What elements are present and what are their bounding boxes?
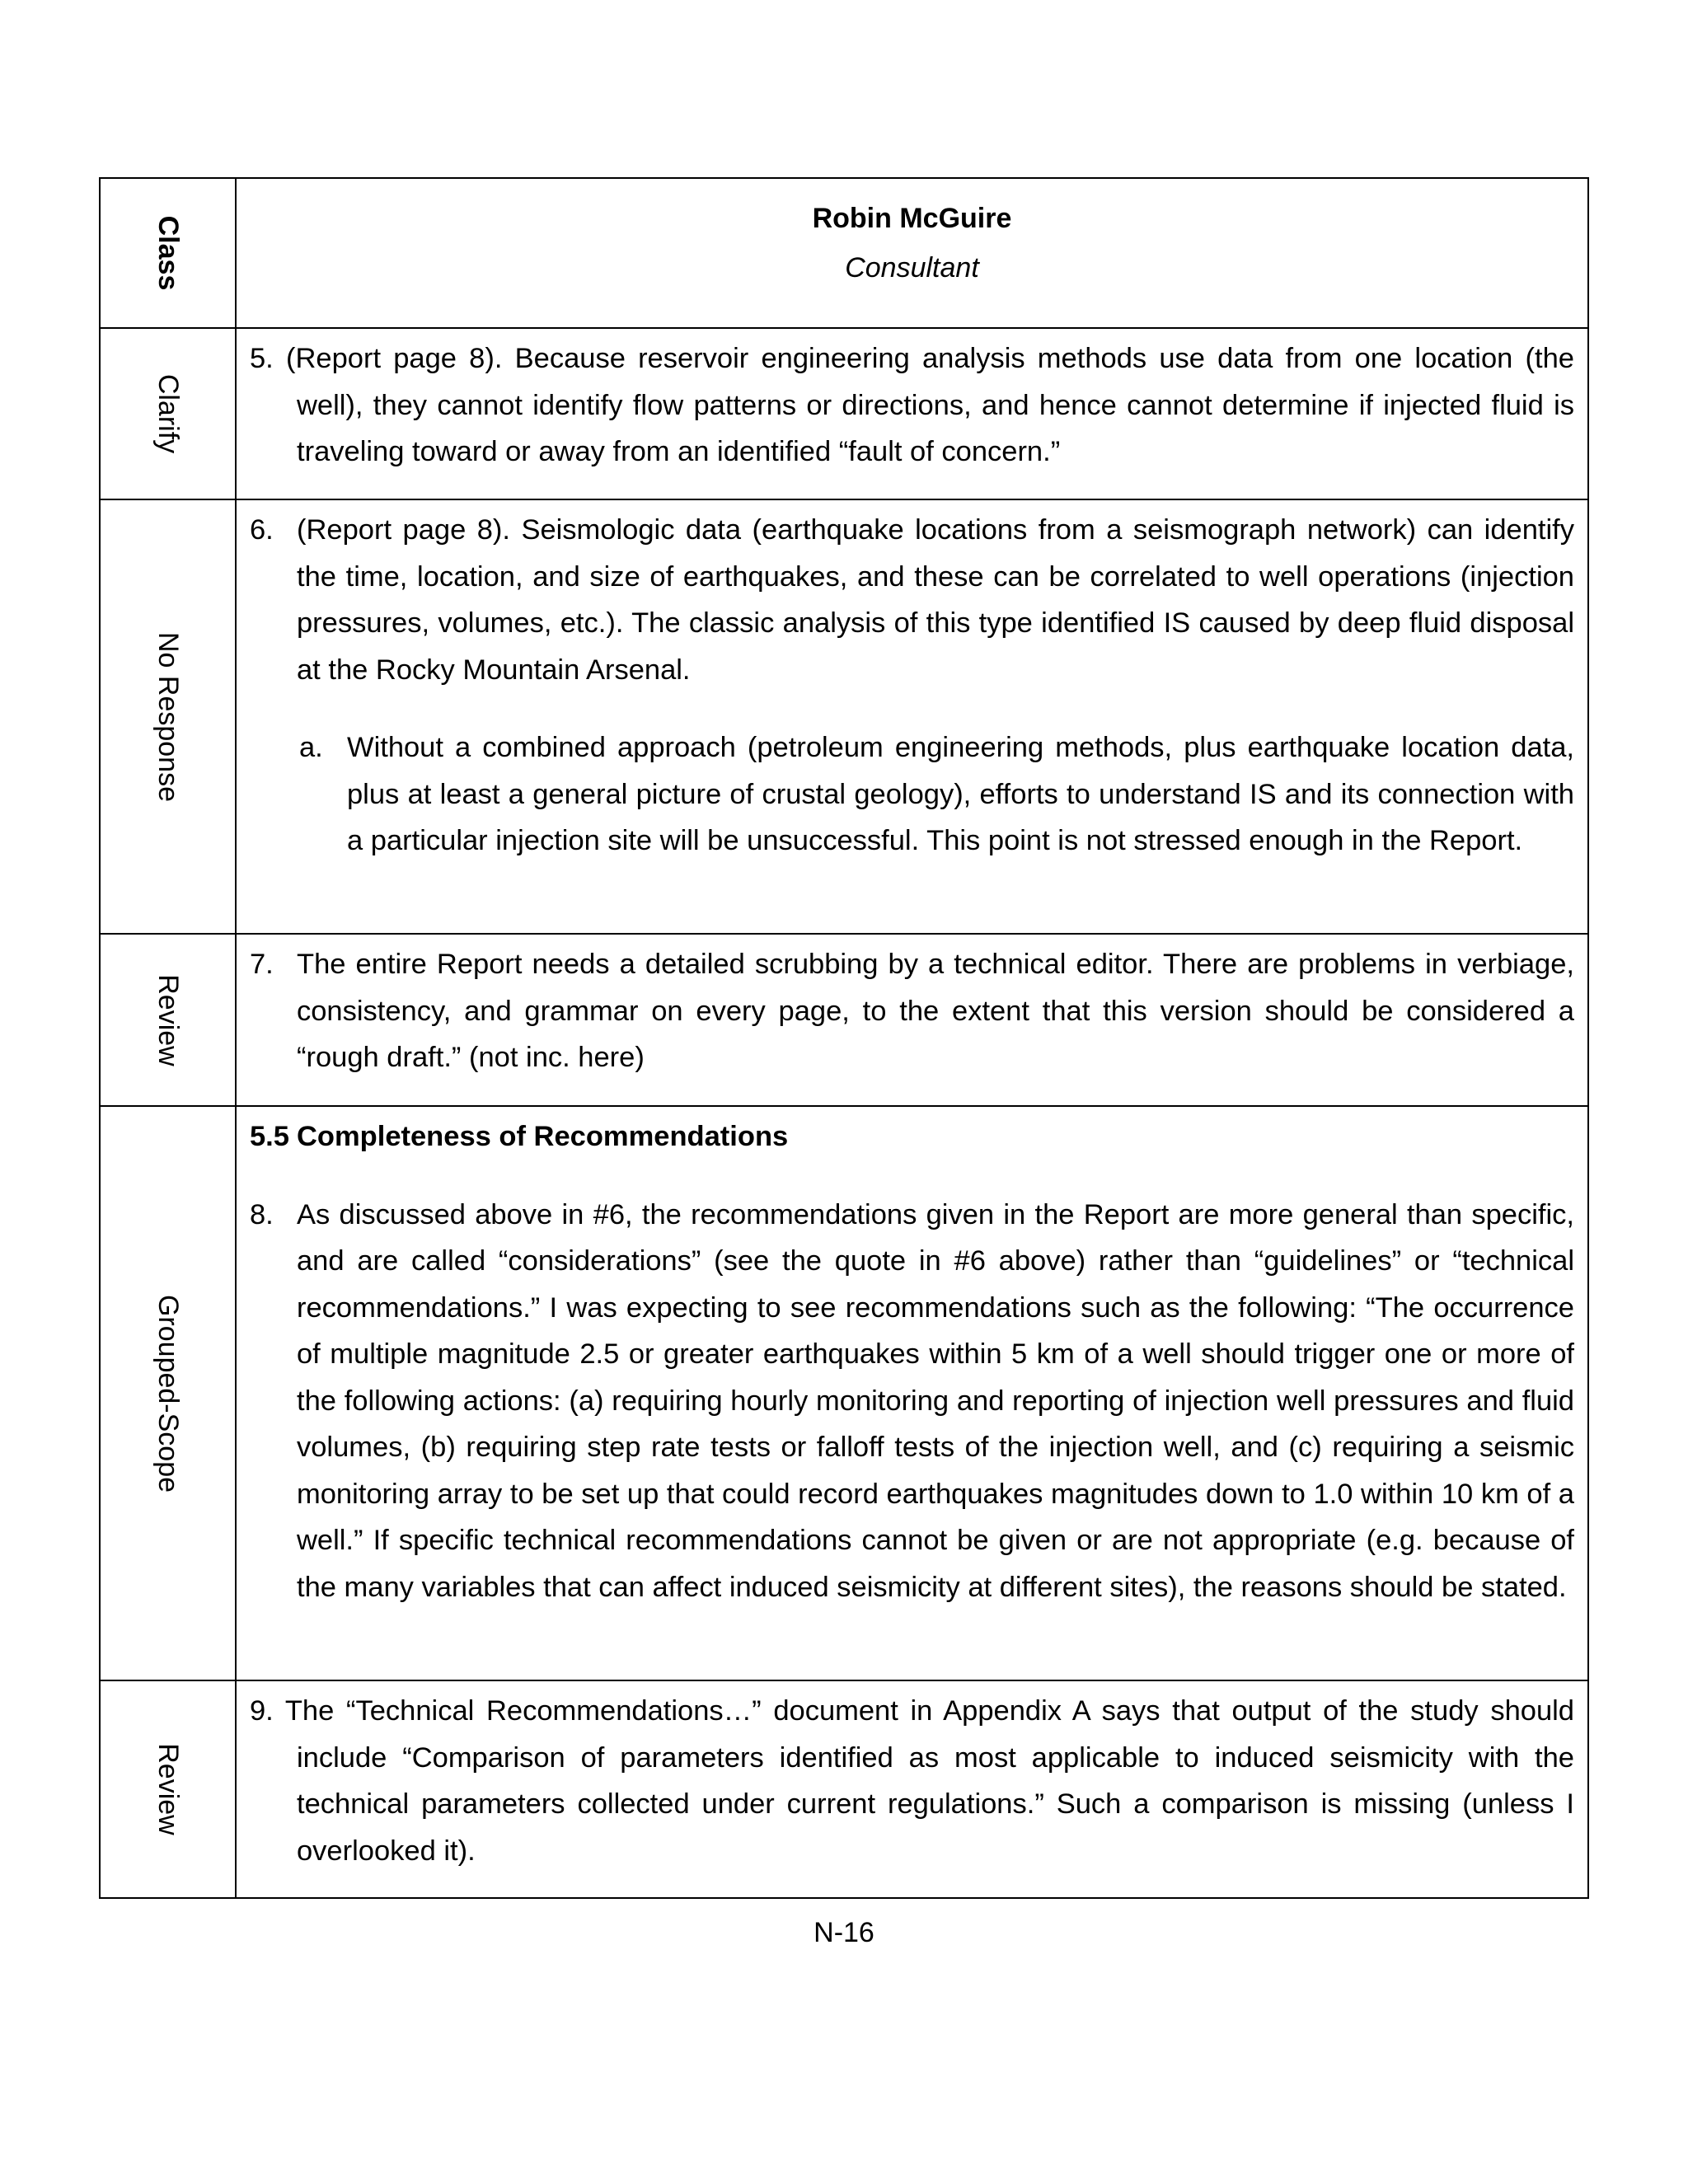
class-label: Review — [152, 1743, 184, 1835]
comment-item — [250, 507, 1574, 693]
comment-cell — [236, 328, 1588, 499]
comment-number: 7. — [250, 949, 274, 980]
comment-row-7 — [100, 934, 1588, 1106]
comment-number: 9. — [250, 1695, 274, 1727]
comment-cell — [236, 1106, 1588, 1680]
class-label: Clarify — [152, 373, 184, 454]
comment-cell — [236, 499, 1588, 934]
class-column-label: Class — [152, 215, 184, 291]
comment-item — [250, 1192, 1574, 1611]
comment-row-9 — [100, 1680, 1588, 1898]
comment-cell — [236, 934, 1588, 1106]
comment-row-8 — [100, 1106, 1588, 1680]
comment-cell — [236, 1680, 1588, 1898]
reviewer-role: Consultant — [845, 252, 979, 284]
page-number: N-16 — [814, 1917, 874, 1948]
class-cell — [100, 934, 236, 1106]
comment-number: 5. — [250, 343, 274, 374]
class-label: No Response — [152, 631, 184, 802]
class-cell — [100, 499, 236, 934]
comment-item — [250, 941, 1574, 1081]
class-header-cell — [100, 178, 236, 328]
subitem-letter: a. — [299, 732, 323, 763]
header-row — [100, 178, 1588, 328]
reviewer-name: Robin McGuire — [812, 203, 1012, 234]
section-heading — [250, 1113, 1574, 1160]
comment-item — [250, 1688, 1574, 1874]
reviewer-header-cell — [236, 178, 1588, 328]
comment-text: (Report page 8). Seismologic data (earthquake locations from a seismograph network) can identify the time, location, and size of earthquakes, and these can be correlated to well operations (injection pressures, volumes, etc.). The classic analysis of this type identified IS caused by deep fluid disposal at the Rocky Mountain Arsenal. — [297, 514, 1574, 686]
comment-text: The “Technical Recommendations…” document in Appendix A says that output of the study should include “Comparison of parameters identified as most applicable to induced seismicity with the technical parameters collected under current regulations.” Such a comparison is missing (unless I overlooked it). — [284, 1695, 1574, 1867]
comment-row-6 — [100, 499, 1588, 934]
comment-item — [250, 335, 1574, 476]
comment-text: As discussed above in #6, the recommendations given in the Report are more general than specific, and are called “considerations” (see the quote in #6 above) rather than “guidelines” or “technical recommendations.” I was expecting to see recommendations such as the following: “The occurrence of multiple magnitude 2.5 or greater earthquakes within 5 km of a well should trigger one or more of the following actions: (a) requiring hourly monitoring and reporting of injection well pressures and fluid volumes, (b) requiring step rate tests or falloff tests of the injection well, and (c) requiring a seismic monitoring array to be set up that could record earthquakes magnitudes down to 1.0 within 10 km of a well.” If specific technical recommendations cannot be given or are not appropriate (e.g. because of the many variables that can affect induced seismicity at different sites), the reasons should be stated. — [297, 1198, 1574, 1603]
review-comments-table — [99, 177, 1589, 1899]
section-title: Completeness of Recommendations — [297, 1121, 789, 1152]
comment-number: 8. — [250, 1198, 274, 1230]
class-cell — [100, 1106, 236, 1680]
comment-row-5 — [100, 328, 1588, 499]
class-cell — [100, 328, 236, 499]
comment-text: (Report page 8). Because reservoir engineering analysis methods use data from one location (the well), they cannot identify flow patterns or directions, and hence cannot determine if injected fluid is traveling toward or away from an identified “fault of concern.” — [285, 343, 1574, 467]
comment-subitem — [250, 724, 1574, 865]
comment-number: 6. — [250, 514, 274, 546]
class-label: Review — [152, 973, 184, 1066]
comment-text: The entire Report needs a detailed scrubbing by a technical editor. There are problems in verbiage, consistency, and grammar on every page, to the extent that this version should be considered a “rough draft.” (not inc. here) — [297, 949, 1574, 1073]
class-cell — [100, 1680, 236, 1898]
section-number: 5.5 — [250, 1121, 289, 1152]
subitem-text: Without a combined approach (petroleum engineering methods, plus earthquake location data, plus at least a general picture of crustal geology), efforts to understand IS and its connection with a particular injection site will be unsuccessful. This point is not stressed enough in the Report. — [347, 732, 1574, 856]
class-label: Grouped-Scope — [152, 1294, 184, 1493]
